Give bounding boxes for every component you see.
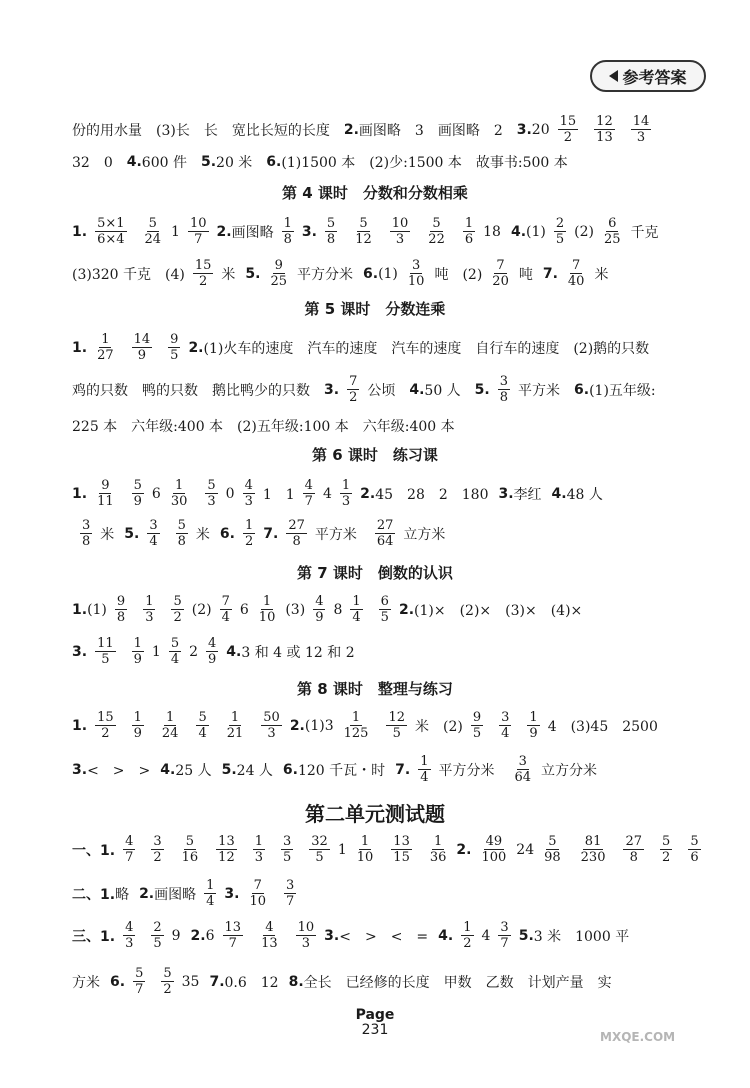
fraction: $\frac{5}{2}$	[662, 834, 671, 865]
page-label: Page	[355, 1007, 395, 1023]
fraction: $\frac{13}{7}$	[224, 920, 242, 951]
fraction: $\frac{1}{30}$	[170, 478, 188, 509]
text: < > < =	[339, 928, 429, 945]
text: 25 人	[175, 762, 212, 779]
fraction: $\frac{1}{21}$	[226, 710, 244, 741]
text: 6	[205, 927, 215, 944]
fraction: $\frac{10}{3}$	[297, 920, 315, 951]
fraction: $\frac{49}{100}$	[481, 834, 507, 865]
item-number: 4.	[160, 761, 176, 778]
item-number: 3.	[72, 761, 88, 778]
text: (1)	[378, 265, 398, 282]
fraction: $\frac{1}{36}$	[429, 834, 447, 865]
text: 千克	[630, 224, 659, 241]
fraction: $\frac{14}{9}$	[133, 332, 151, 363]
fraction: $\frac{3}{5}$	[283, 834, 292, 865]
fraction: $\frac{1}{8}$	[283, 216, 292, 247]
item-number: 6.	[282, 761, 298, 778]
answer-line	[72, 332, 690, 363]
text: 35	[181, 973, 200, 990]
item-number: 6.	[219, 525, 235, 542]
item-number: 1.	[72, 339, 88, 356]
answer-line	[72, 152, 690, 172]
fraction: $\frac{5}{8}$	[177, 518, 186, 549]
text: 立方米	[403, 526, 446, 543]
fraction: $\frac{5}{4}$	[198, 710, 207, 741]
fraction: $\frac{1}{4}$	[206, 878, 215, 909]
fraction: $\frac{1}{3}$	[254, 834, 263, 865]
item-number: 3.	[324, 927, 340, 944]
text: 48 人	[566, 486, 603, 503]
item-number: 1.	[72, 485, 88, 502]
fraction: $\frac{4}{7}$	[304, 478, 313, 509]
text: 9	[171, 927, 181, 944]
fraction: $\frac{3}{8}$	[499, 374, 509, 405]
fraction: $\frac{12}{5}$	[388, 710, 405, 741]
fraction: $\frac{4}{3}$	[244, 478, 253, 509]
text: 120 千瓦・时	[297, 762, 386, 779]
fraction: $\frac{4}{9}$	[208, 636, 217, 667]
answer-badge	[590, 60, 706, 92]
fraction: $\frac{15}{2}$	[97, 710, 114, 741]
fraction: $\frac{1}{10}$	[356, 834, 374, 865]
fraction: $\frac{1}{9}$	[133, 636, 142, 667]
fraction: $\frac{9}{8}$	[116, 594, 126, 625]
fraction: $\frac{11}{5}$	[97, 636, 114, 667]
fraction: $\frac{9}{11}$	[97, 478, 114, 509]
item-number: 4.	[126, 154, 142, 170]
item-number: 8.	[288, 973, 304, 990]
fraction: $\frac{1}{2}$	[463, 920, 472, 951]
fraction: $\frac{7}{40}$	[567, 258, 585, 289]
fraction: $\frac{4}{9}$	[315, 594, 324, 625]
fraction: $\frac{1}{3}$	[341, 478, 351, 509]
fraction: $\frac{50}{3}$	[263, 710, 280, 741]
text: 18	[483, 223, 501, 240]
fraction: $\frac{13}{15}$	[393, 834, 410, 865]
text: 米	[594, 266, 609, 283]
fraction: $\frac{3}{2}$	[153, 834, 162, 865]
page-number: 231	[361, 1022, 389, 1038]
fraction: $\frac{1}{24}$	[161, 710, 179, 741]
item-number: 4.	[438, 927, 454, 944]
fraction: $\frac{3}{10}$	[407, 258, 425, 289]
fraction: $\frac{5}{7}$	[135, 966, 144, 997]
fraction: $\frac{3}{4}$	[501, 710, 510, 741]
fraction: $\frac{5}{2}$	[163, 966, 172, 997]
text: (1)火车的速度 汽车的速度 汽车的速度 自行车的速度 (2)鹅的只数	[203, 340, 650, 357]
section-heading: 第 7 课时 倒数的认识	[297, 564, 453, 582]
fraction: $\frac{1}{9}$	[133, 710, 142, 741]
answer-line	[72, 374, 690, 405]
text: 立方分米	[541, 762, 598, 779]
item-number: 三、1.	[72, 928, 116, 945]
item-number: 2.	[188, 339, 204, 356]
answer-line	[72, 754, 690, 785]
fraction: $\frac{9}{5}$	[472, 710, 482, 741]
item-number: 4.	[226, 643, 242, 660]
fraction: $\frac{5}{2}$	[173, 594, 182, 625]
text: 45 28 2 180	[375, 486, 489, 503]
answer-line	[72, 920, 690, 951]
text: 4 (3)45 2500	[547, 718, 658, 735]
section-heading: 第 5 课时 分数连乘	[304, 300, 446, 318]
section-heading: 第 4 课时 分数和分数相乘	[282, 184, 468, 202]
item-number: 3.	[324, 381, 340, 398]
fraction: $\frac{1}{10}$	[258, 594, 276, 625]
text: 24	[516, 841, 535, 858]
text: 3 和 4 或 12 和 2	[241, 644, 355, 661]
text: 20 米	[216, 155, 267, 171]
fraction: $\frac{2}{5}$	[555, 216, 565, 247]
text: 米 (2)	[415, 718, 463, 735]
fraction: $\frac{4}{3}$	[125, 920, 134, 951]
text: 米	[221, 266, 236, 283]
item-number: 3.	[72, 643, 88, 660]
item-number: 3.	[498, 485, 514, 502]
text: 0.6 12	[224, 974, 279, 991]
text: 0	[225, 485, 235, 502]
answer-line	[72, 594, 690, 625]
text: 3 米 1000 平	[533, 928, 630, 945]
text: (1)× (2)× (3)× (4)×	[414, 602, 583, 619]
fraction: $\frac{5}{8}$	[326, 216, 336, 247]
text: (1)3	[304, 717, 334, 734]
text: 吨 (2)	[434, 266, 483, 283]
item-number: 6.	[110, 973, 126, 990]
fraction: $\frac{15}{2}$	[194, 258, 212, 289]
item-number: 5.	[200, 154, 217, 170]
fraction: $\frac{5}{22}$	[428, 216, 445, 247]
fraction: $\frac{27}{64}$	[376, 518, 394, 549]
fraction: $\frac{5}{24}$	[144, 216, 162, 247]
text: 1	[337, 841, 347, 858]
fraction: $\frac{5}{6}$	[690, 834, 699, 865]
fraction: $\frac{10}{7}$	[189, 216, 207, 247]
text: 4	[322, 485, 332, 502]
answer-line	[72, 216, 690, 247]
fraction: $\frac{27}{8}$	[625, 834, 643, 865]
text: 画图略	[231, 224, 274, 241]
fraction: $\frac{3}{64}$	[514, 754, 532, 785]
text: (2)	[574, 223, 594, 240]
text: 画图略	[154, 886, 197, 903]
text: 600 件	[141, 155, 201, 171]
text: (1)五年级:	[589, 382, 656, 399]
item-number: 3.	[516, 121, 532, 138]
fraction: $\frac{5\times 1}{6\times 4}$	[97, 216, 125, 247]
text: (3)320 千克 (4)	[72, 266, 185, 283]
text: 6	[151, 485, 161, 502]
item-number: 1.	[72, 601, 88, 618]
text: 1	[151, 643, 161, 660]
text: 平方分米	[438, 762, 495, 779]
text: 1 1	[262, 486, 295, 503]
fraction: $\frac{1}{125}$	[343, 710, 369, 741]
fraction: $\frac{5}{4}$	[170, 636, 180, 667]
fraction: $\frac{3}{8}$	[82, 518, 91, 549]
text: (3)	[285, 601, 306, 618]
fraction: $\frac{5}{12}$	[355, 216, 372, 247]
fraction: $\frac{12}{13}$	[596, 114, 613, 145]
item-number: 2.	[190, 927, 206, 944]
item-number: 1.	[72, 223, 88, 240]
item-number: 7.	[263, 525, 279, 542]
text: 李红	[513, 486, 542, 503]
text: (1)	[526, 223, 546, 240]
text: (1)	[87, 601, 107, 618]
item-number: 2.	[139, 885, 155, 902]
item-number: 7.	[542, 265, 558, 282]
fraction: $\frac{3}{7}$	[286, 878, 295, 909]
text: 6	[239, 601, 249, 618]
fraction: $\frac{2}{5}$	[153, 920, 162, 951]
item-number: 2.	[289, 717, 305, 734]
fraction: $\frac{9}{25}$	[270, 258, 287, 289]
item-number: 2.	[216, 223, 232, 240]
item-number: 4.	[409, 381, 425, 398]
item-number: 6.	[266, 154, 282, 170]
fraction: $\frac{7}{20}$	[492, 258, 509, 289]
item-number: 6.	[574, 381, 590, 398]
item-number: 3.	[301, 223, 317, 240]
fraction: $\frac{7}{10}$	[249, 878, 267, 909]
fraction: $\frac{32}{5}$	[311, 834, 328, 865]
fraction: $\frac{27}{8}$	[288, 518, 305, 549]
section-heading: 第 8 课时 整理与练习	[297, 680, 453, 698]
text: 225 本 六年级:400 本 (2)五年级:100 本 六年级:400 本	[72, 419, 455, 435]
triangle-left-icon	[609, 70, 618, 82]
text: 略	[115, 886, 130, 903]
watermark: MXQE.COM	[600, 1030, 676, 1044]
answer-line	[72, 518, 690, 549]
fraction: $\frac{1}{2}$	[244, 518, 254, 549]
fraction: $\frac{1}{27}$	[97, 332, 114, 363]
item-number: 5.	[245, 265, 261, 282]
fraction: $\frac{9}{5}$	[170, 332, 179, 363]
fraction: $\frac{15}{2}$	[559, 114, 577, 145]
badge-label: 参考答案	[622, 67, 687, 87]
fraction: $\frac{4}{7}$	[125, 834, 134, 865]
answer-line	[72, 710, 690, 741]
text: 吨	[518, 266, 533, 283]
fraction: $\frac{1}{4}$	[420, 754, 429, 785]
text: 方米	[72, 974, 100, 991]
item-number: 7.	[209, 973, 225, 990]
text: 4	[481, 927, 491, 944]
text: < > >	[87, 762, 151, 779]
fraction: $\frac{6}{5}$	[380, 594, 389, 625]
text: 份的用水量 (3)长 长 宽比长短的长度	[72, 122, 344, 139]
fraction: $\frac{14}{3}$	[632, 114, 650, 145]
answer-line	[72, 966, 690, 997]
text: 24 人	[236, 762, 273, 779]
fraction: $\frac{10}{3}$	[391, 216, 409, 247]
text: 鸡的只数 鸭的只数 鹅比鸭少的只数	[72, 382, 324, 399]
item-number: 一、1.	[72, 842, 116, 859]
text: 米	[100, 526, 115, 543]
text: 公顷	[367, 382, 410, 399]
fraction: $\frac{3}{4}$	[149, 518, 158, 549]
fraction: $\frac{3}{7}$	[500, 920, 509, 951]
fraction: $\frac{1}{4}$	[352, 594, 361, 625]
answer-line	[72, 114, 690, 145]
text: 20	[531, 121, 550, 138]
text: 平方米	[314, 526, 357, 543]
fraction: $\frac{81}{230}$	[580, 834, 606, 865]
fraction: $\frac{4}{13}$	[261, 920, 278, 951]
answer-line	[72, 478, 690, 509]
fraction: $\frac{1}{3}$	[145, 594, 154, 625]
section-heading: 第 6 课时 练习课	[312, 446, 438, 464]
answer-line	[72, 258, 690, 289]
item-number: 6.	[363, 265, 379, 282]
item-number: 7.	[395, 761, 411, 778]
answer-line	[72, 636, 690, 667]
text: 平方米	[518, 382, 575, 399]
item-number: 5.	[124, 525, 140, 542]
unit-test-title: 第二单元测试题	[305, 802, 445, 826]
fraction: $\frac{5}{16}$	[181, 834, 199, 865]
answer-line	[72, 878, 690, 909]
text: 8	[333, 601, 343, 618]
item-number: 二、1.	[72, 886, 116, 903]
answer-line	[72, 416, 690, 436]
fraction: $\frac{7}{2}$	[349, 374, 358, 405]
text: 32 0	[72, 155, 127, 171]
text: 1	[171, 223, 180, 240]
item-number: 5.	[518, 927, 534, 944]
text: 平方分米	[297, 266, 353, 283]
text: 50 人	[424, 382, 475, 399]
fraction: $\frac{5}{98}$	[544, 834, 561, 865]
item-number: 4.	[551, 485, 567, 502]
item-number: 4.	[510, 223, 527, 240]
item-number: 3.	[224, 885, 240, 902]
item-number: 2.	[398, 601, 415, 618]
fraction: $\frac{6}{25}$	[603, 216, 621, 247]
item-number: 2.	[343, 121, 359, 138]
text: 画图略 3 画图略 2	[358, 122, 517, 139]
fraction: $\frac{5}{9}$	[133, 478, 142, 509]
fraction: $\frac{1}{9}$	[529, 710, 538, 741]
text: 2	[189, 643, 199, 660]
text: 全长 已经修的长度 甲数 乙数 计划产量 实	[303, 974, 612, 991]
item-number: 2.	[456, 841, 472, 858]
item-number: 1.	[72, 717, 88, 734]
item-number: 5.	[474, 381, 490, 398]
fraction: $\frac{13}{12}$	[218, 834, 235, 865]
fraction: $\frac{7}{4}$	[221, 594, 230, 625]
item-number: 5.	[221, 761, 237, 778]
text: (2)	[191, 601, 212, 618]
text: (1)1500 本 (2)少:1500 本 故事书:500 本	[281, 155, 568, 171]
text: 米	[195, 526, 210, 543]
answer-line	[72, 834, 699, 865]
item-number: 2.	[360, 485, 376, 502]
fraction: $\frac{1}{6}$	[464, 216, 474, 247]
fraction: $\frac{5}{3}$	[207, 478, 216, 509]
